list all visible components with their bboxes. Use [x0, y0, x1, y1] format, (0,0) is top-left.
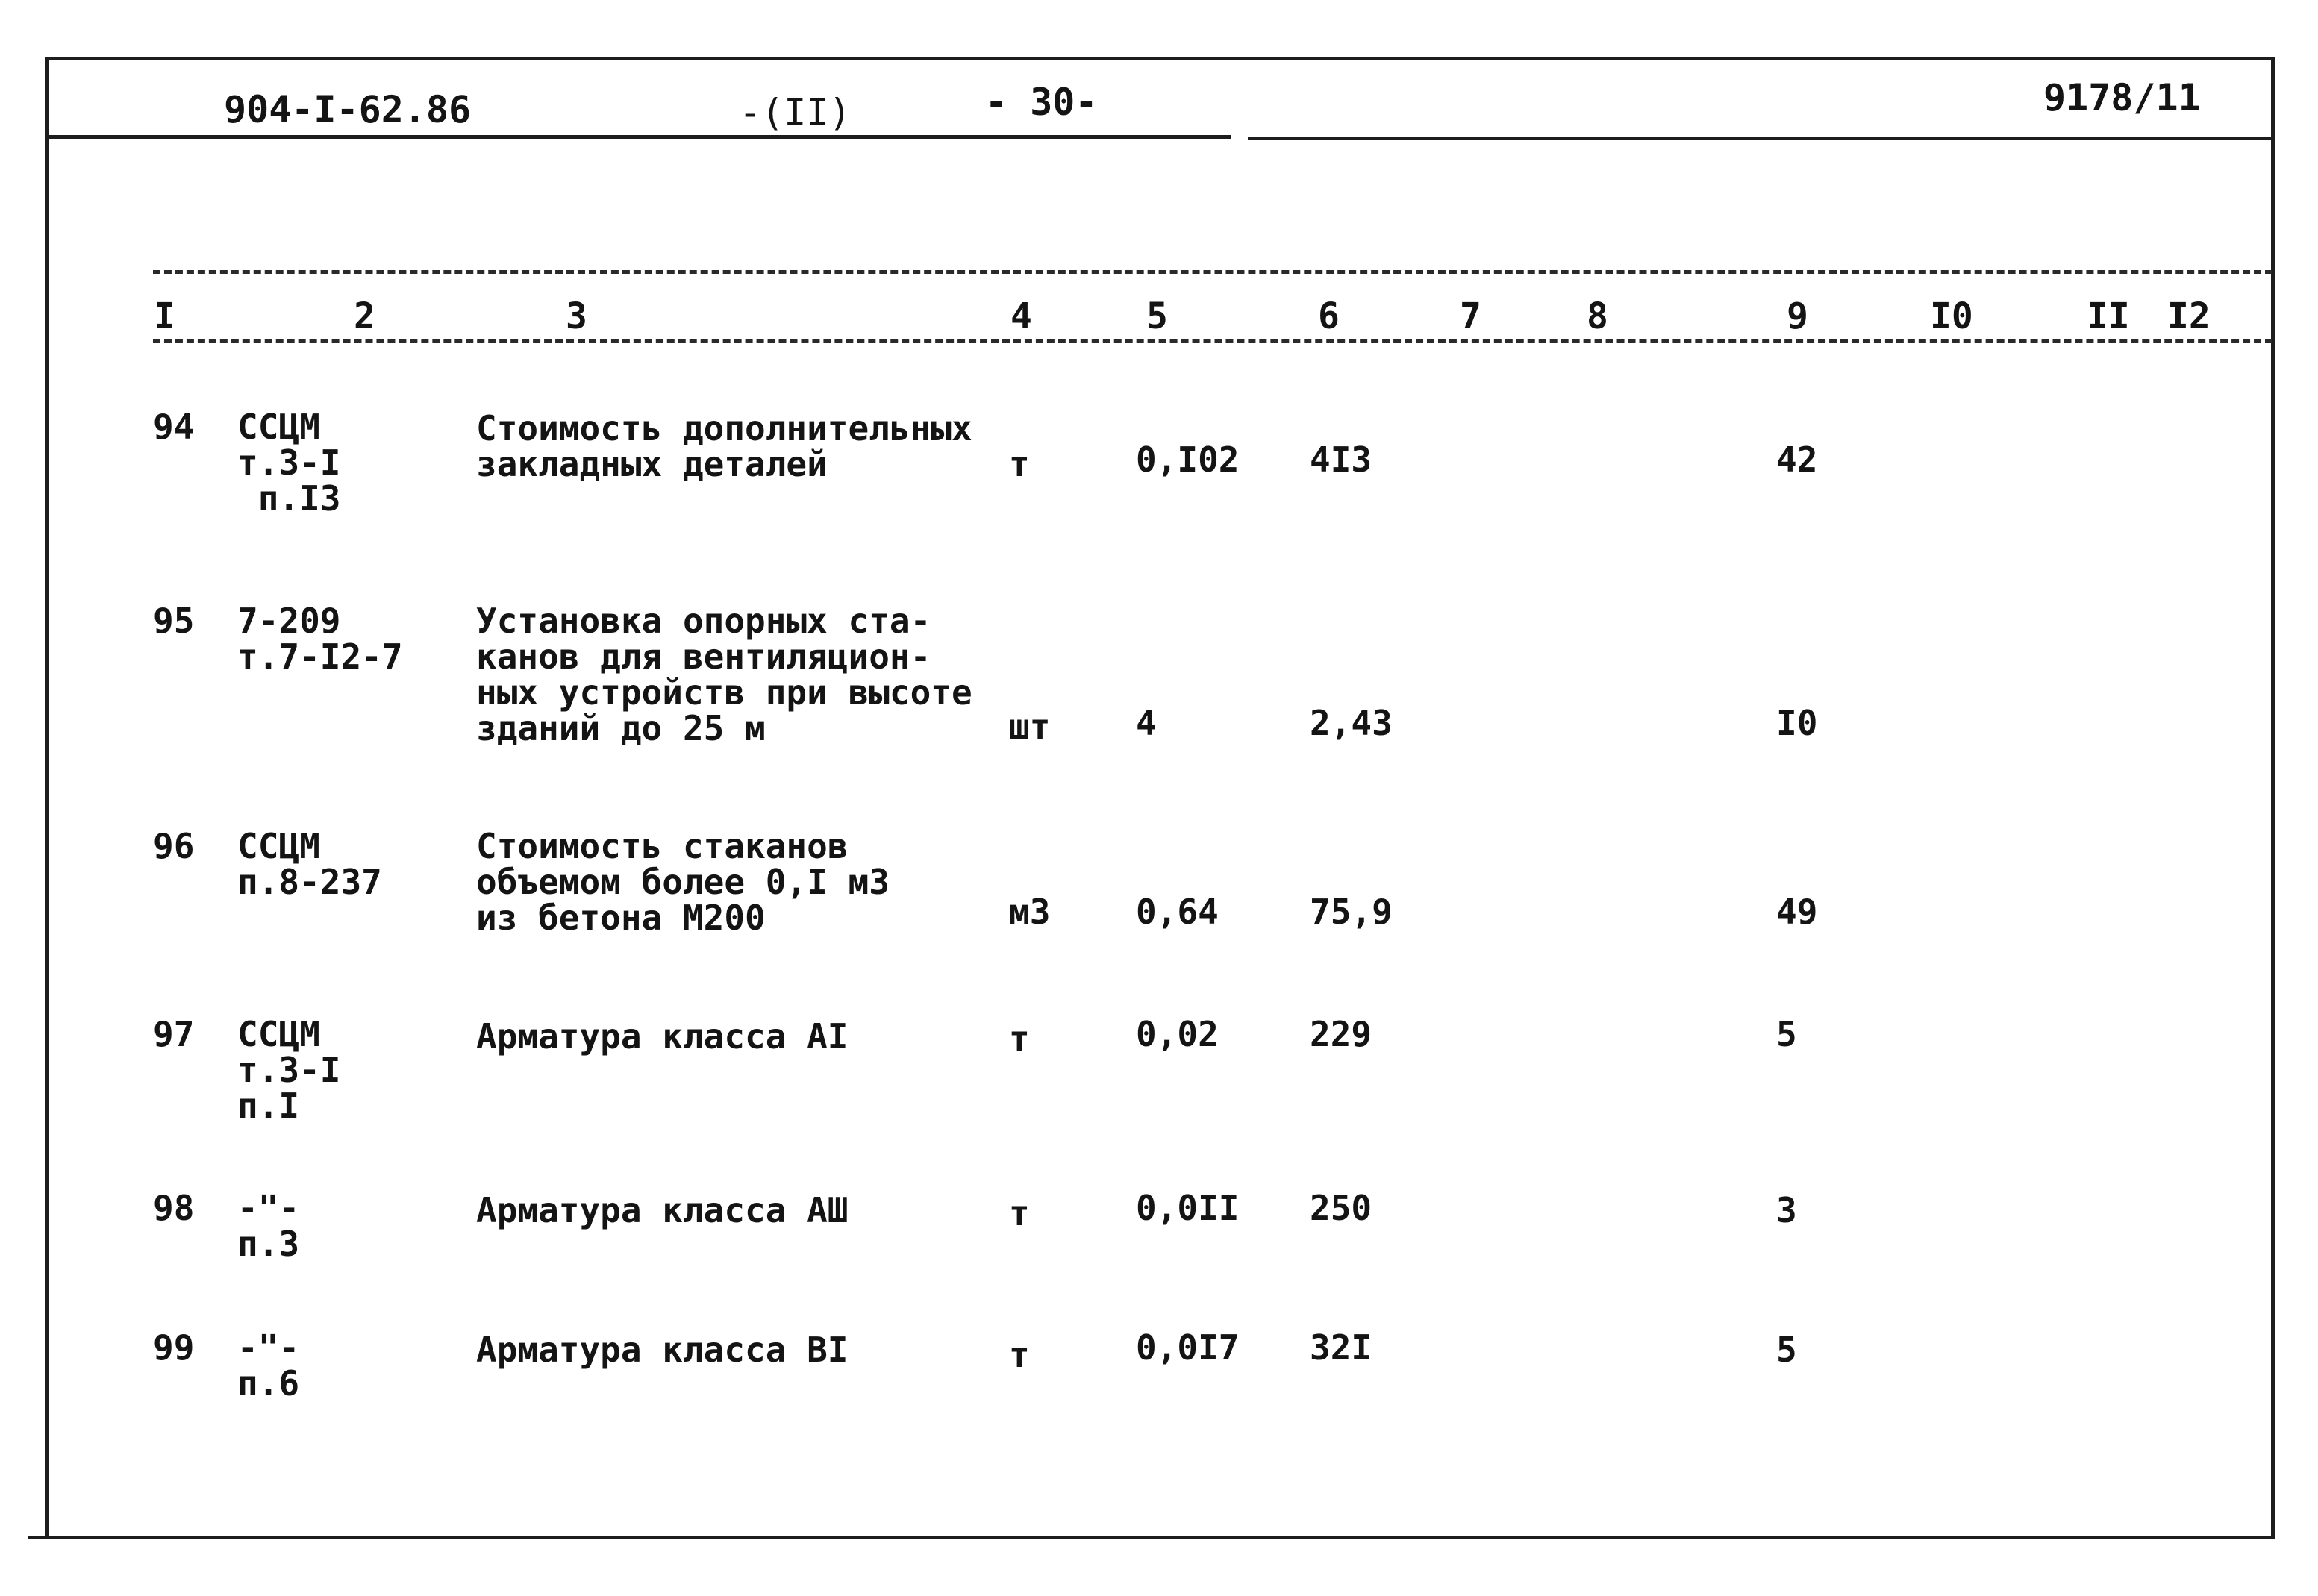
- row-unit-price: 250: [1310, 1188, 1372, 1228]
- row-unit: т: [1009, 1335, 1030, 1375]
- row-unit: т: [1009, 1193, 1030, 1233]
- document-code: 904-I-62.86: [224, 88, 472, 131]
- row-reference: ССЦМ п.8-237: [237, 826, 382, 902]
- row-quantity: 0,0I7: [1136, 1327, 1240, 1368]
- row-reference: 7-209 т.7-I2-7: [237, 601, 403, 677]
- row-total: 42: [1776, 439, 1818, 480]
- column-number: 8: [1582, 298, 1613, 334]
- table-top-dashed-rule: [153, 270, 2272, 274]
- column-number: 7: [1455, 298, 1486, 334]
- row-description: Установка опорных ста- канов для вентиляцион- ных устройств при высоте зданий до 25 м: [476, 601, 972, 748]
- row-number: 99: [153, 1327, 195, 1368]
- row-unit-price: 32I: [1310, 1327, 1372, 1368]
- sheet-number: 9178/11: [2043, 76, 2201, 119]
- row-description: Арматура класса ВI: [476, 1330, 849, 1370]
- column-numbers-dashed-rule: [153, 339, 2272, 343]
- page-number: - 30-: [985, 81, 1098, 124]
- row-description: Стоимость дополнительных закладных деталей: [476, 408, 972, 484]
- frame-bottom-border: [28, 1536, 2275, 1539]
- column-number: II: [2082, 298, 2134, 334]
- row-reference: ССЦМ т.3-I п.I3: [237, 407, 341, 519]
- row-total: 5: [1776, 1330, 1797, 1370]
- row-description: Арматура класса АI: [476, 1016, 849, 1057]
- row-unit-price: 229: [1310, 1014, 1372, 1054]
- row-quantity: 0,64: [1136, 892, 1219, 932]
- row-unit-price: 4I3: [1310, 439, 1372, 480]
- column-number: I0: [1925, 298, 1978, 334]
- column-number: 2: [349, 298, 380, 334]
- row-number: 96: [153, 826, 195, 866]
- header-divider-left: [45, 135, 1231, 139]
- row-description: Стоимость стаканов объемом более 0,I м3 из бетона М200: [476, 826, 890, 938]
- frame-top-border: [45, 57, 2275, 60]
- column-number: 5: [1142, 298, 1172, 334]
- row-reference: -"- п.6: [237, 1327, 300, 1403]
- row-unit: т: [1009, 444, 1030, 484]
- column-number: I2: [2163, 298, 2215, 334]
- row-total: 49: [1776, 892, 1818, 932]
- row-number: 98: [153, 1188, 195, 1228]
- row-reference: ССЦМ т.3-I п.I: [237, 1014, 341, 1126]
- frame-right-border: [2271, 58, 2275, 1539]
- column-number: 6: [1313, 298, 1344, 334]
- section-label: -(II): [739, 91, 852, 134]
- row-total: 3: [1776, 1190, 1797, 1230]
- row-number: 94: [153, 407, 195, 447]
- row-description: Арматура класса АШ: [476, 1190, 849, 1230]
- row-number: 97: [153, 1014, 195, 1054]
- row-unit: шт: [1009, 707, 1051, 747]
- row-reference: -"- п.3: [237, 1188, 300, 1264]
- column-number: 4: [1006, 298, 1037, 334]
- column-number: I: [149, 298, 180, 334]
- row-quantity: 0,0II: [1136, 1188, 1240, 1228]
- row-quantity: 0,02: [1136, 1014, 1219, 1054]
- row-total: I0: [1776, 703, 1818, 743]
- column-number: 9: [1782, 298, 1813, 334]
- frame-left-border: [45, 58, 49, 1539]
- row-quantity: 0,I02: [1136, 439, 1240, 480]
- row-unit-price: 2,43: [1310, 703, 1393, 743]
- column-number: 3: [561, 298, 592, 334]
- row-unit: м3: [1009, 892, 1051, 932]
- row-unit: т: [1009, 1018, 1030, 1059]
- row-unit-price: 75,9: [1310, 892, 1393, 932]
- header-divider-right: [1248, 137, 2275, 140]
- row-number: 95: [153, 601, 195, 641]
- row-quantity: 4: [1136, 703, 1157, 743]
- row-total: 5: [1776, 1014, 1797, 1054]
